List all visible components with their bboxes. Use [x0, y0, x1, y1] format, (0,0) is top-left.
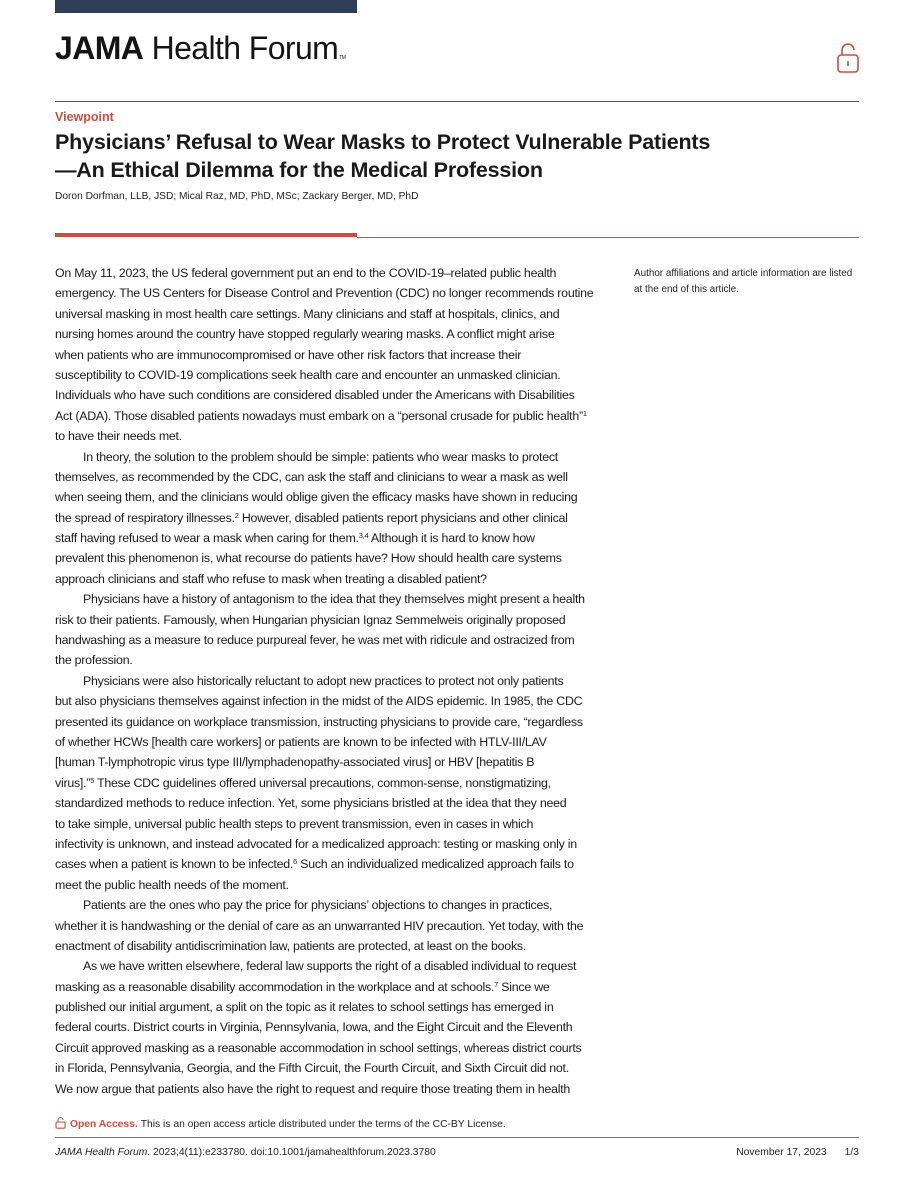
top-color-bar: [55, 0, 357, 13]
lock-icon: [55, 1116, 66, 1129]
body-line: approach clinicians and staff who refuse to mask when treating a disabled patient?: [55, 571, 487, 586]
body-line: themselves, as recommended by the CDC, can ask the staff and clinicians to wear a mask as well: [55, 469, 568, 484]
body-line: In theory, the solution to the problem should be simple: patients who wear masks to protect: [83, 449, 558, 464]
section-label: Viewpoint: [55, 110, 114, 124]
body-line: when seeing them, and the clinicians would oblige given the efficacy masks have shown in reducing: [55, 490, 578, 505]
body-line: to take simple, universal public health steps to prevent transmission, even in cases in which: [55, 816, 534, 831]
footer-doi[interactable]: 2023;4(11):e233780. doi:10.1001/jamahealthforum.2023.3780: [150, 1147, 436, 1158]
brand-jama: JAMA: [55, 30, 144, 66]
body-line: in Florida, Pennsylvania, Georgia, and the Fifth Circuit, the Fourth Circuit, and Sixth Circuit did not.: [55, 1061, 569, 1076]
body-line: masking as a reasonable disability accommodation in the workplace and at schools.$^7$ Since we: [55, 979, 550, 994]
body-line: infectivity is unknown, and instead advocated for a medicalized approach: testing or masking only in: [55, 836, 577, 851]
body-line: cases when a patient is known to be infected.$^6$ Such an individualized medicalized approach fails to: [55, 857, 574, 872]
footer-journal: JAMA Health Forum.: [55, 1147, 151, 1158]
footer-rule: [55, 1137, 859, 1138]
body-line: virus].”$^5$ These CDC guidelines offered universal precautions, common-sense, nonstigmatizing,: [55, 775, 551, 790]
body-line: As we have written elsewhere, federal law supports the right of a disabled individual to request: [83, 959, 577, 974]
accent-bar: [55, 233, 357, 237]
body-line: universal masking in most health care settings. Many clinicians and staff at hospitals, clinics, and: [55, 306, 560, 321]
body-line: but also physicians themselves against infection in the midst of the AIDS epidemic. In 1985, the CDC: [55, 694, 583, 709]
title-line: Physicians’ Refusal to Wear Masks to Protect Vulnerable Patients: [55, 130, 711, 154]
brand-trademark: TM: [339, 55, 346, 61]
reference-number[interactable]: 6: [293, 857, 298, 867]
reference-number[interactable]: 5: [90, 775, 95, 785]
page-number: 1/3: [844, 1147, 859, 1158]
open-access-notice: [55, 1116, 506, 1130]
body-line: when patients who are immunocompromised or have other risk factors that increase their: [55, 347, 522, 362]
body-line: risk to their patients. Famously, when Hungarian physician Ignaz Semmelweis originally proposed: [55, 612, 566, 627]
publication-date: November 17, 2023: [736, 1147, 827, 1158]
body-line: presented its guidance on workplace transmission, instructing physicians to provide care, “regardless: [55, 714, 583, 729]
body-line: Individuals who have such conditions are considered disabled under the Americans with Disabilities: [55, 388, 575, 403]
body-line: published our initial argument, a split on the topic as it relates to school settings has emerged in: [55, 1000, 554, 1015]
body-line: prevalent this phenomenon is, what recourse do patients have? How should health care systems: [55, 551, 562, 566]
brand-health-forum: Health Forum: [151, 30, 339, 66]
reference-number[interactable]: 7: [494, 979, 499, 989]
body-line: Act (ADA). Those disabled patients nowadays must embark on a “personal crusade for public health”$^1$: [55, 408, 587, 423]
reference-number[interactable]: 3,4: [358, 531, 369, 541]
body-line: Patients are the ones who pay the price for physicians’ objections to changes in practices,: [83, 898, 553, 913]
body-line: We now argue that patients also have the right to request and require those treating them in health: [55, 1081, 571, 1096]
body-line: federal courts. District courts in Virginia, Pennsylvania, Iowa, and the Eight Circuit and the Eleventh: [55, 1020, 573, 1035]
body-line: to have their needs met.: [55, 429, 182, 444]
body-line: whether it is handwashing or the denial of care as an unwarranted HIV precaution. Yet today, with the: [55, 918, 584, 933]
body-line: enactment of disability antidiscrimination law, patients are protected, at least on the books.: [55, 938, 527, 953]
body-line: nursing homes around the country have stopped regularly wearing masks. A conflict might arise: [55, 327, 555, 342]
body-line: meet the public health needs of the moment.: [55, 877, 289, 892]
header-rule: [55, 101, 859, 102]
journal-brand[interactable]: [55, 30, 345, 67]
body-line: susceptibility to COVID-19 complications seek health care and encounter an unmasked clinician.: [55, 367, 561, 382]
body-line: standardized methods to reduce infection. Yet, some physicians bristled at the idea that they need: [55, 796, 567, 811]
body-line: the profession.: [55, 653, 133, 668]
footer-meta: [736, 1147, 859, 1158]
open-access-text: This is an open access article distributed under the terms of the CC-BY License.: [140, 1119, 506, 1130]
accent-rule: [357, 237, 859, 238]
open-access-lock-icon[interactable]: [836, 42, 860, 74]
body-line: staff having refused to wear a mask when caring for them.$^{3,4}$ Although it is hard to know how: [55, 531, 535, 546]
body-line: Physicians were also historically reluctant to adopt new practices to protect not only patients: [83, 673, 564, 688]
body-line: Circuit approved masking as a reasonable accommodation in school settings, whereas district courts: [55, 1040, 582, 1055]
footer-citation: [55, 1147, 436, 1158]
body-line: Physicians have a history of antagonism to the idea that they themselves might present a health: [83, 592, 585, 607]
article-title: [55, 128, 755, 184]
article-body: [55, 263, 605, 1099]
open-access-label[interactable]: Open Access.: [70, 1119, 138, 1130]
body-line: On May 11, 2023, the US federal government put an end to the COVID-19–related public health: [55, 266, 557, 280]
title-line: —An Ethical Dilemma for the Medical Profession: [55, 158, 543, 182]
author-list: Doron Dorfman, LLB, JSD; Mical Raz, MD, PhD, MSc; Zackary Berger, MD, PhD: [55, 191, 419, 202]
body-line: handwashing as a measure to reduce purpureal fever, he was met with ridicule and ostracized from: [55, 633, 575, 648]
reference-number[interactable]: 1: [582, 408, 587, 418]
body-line: [human T-lymphotropic virus type III/lymphadenopathy-associated virus] or HBV [hepatitis B: [55, 755, 535, 770]
body-line: emergency. The US Centers for Disease Control and Prevention (CDC) no longer recommends routine: [55, 286, 594, 301]
affiliation-note: Author affiliations and article information are listed at the end of this article.: [634, 268, 853, 295]
body-line: the spread of respiratory illnesses.$^2$ However, disabled patients report physicians and other clinical: [55, 510, 568, 525]
reference-number[interactable]: 2: [234, 510, 239, 520]
body-line: of whether HCWs [health care workers] or patients are known to be infected with HTLV-III/LAV: [55, 734, 547, 749]
